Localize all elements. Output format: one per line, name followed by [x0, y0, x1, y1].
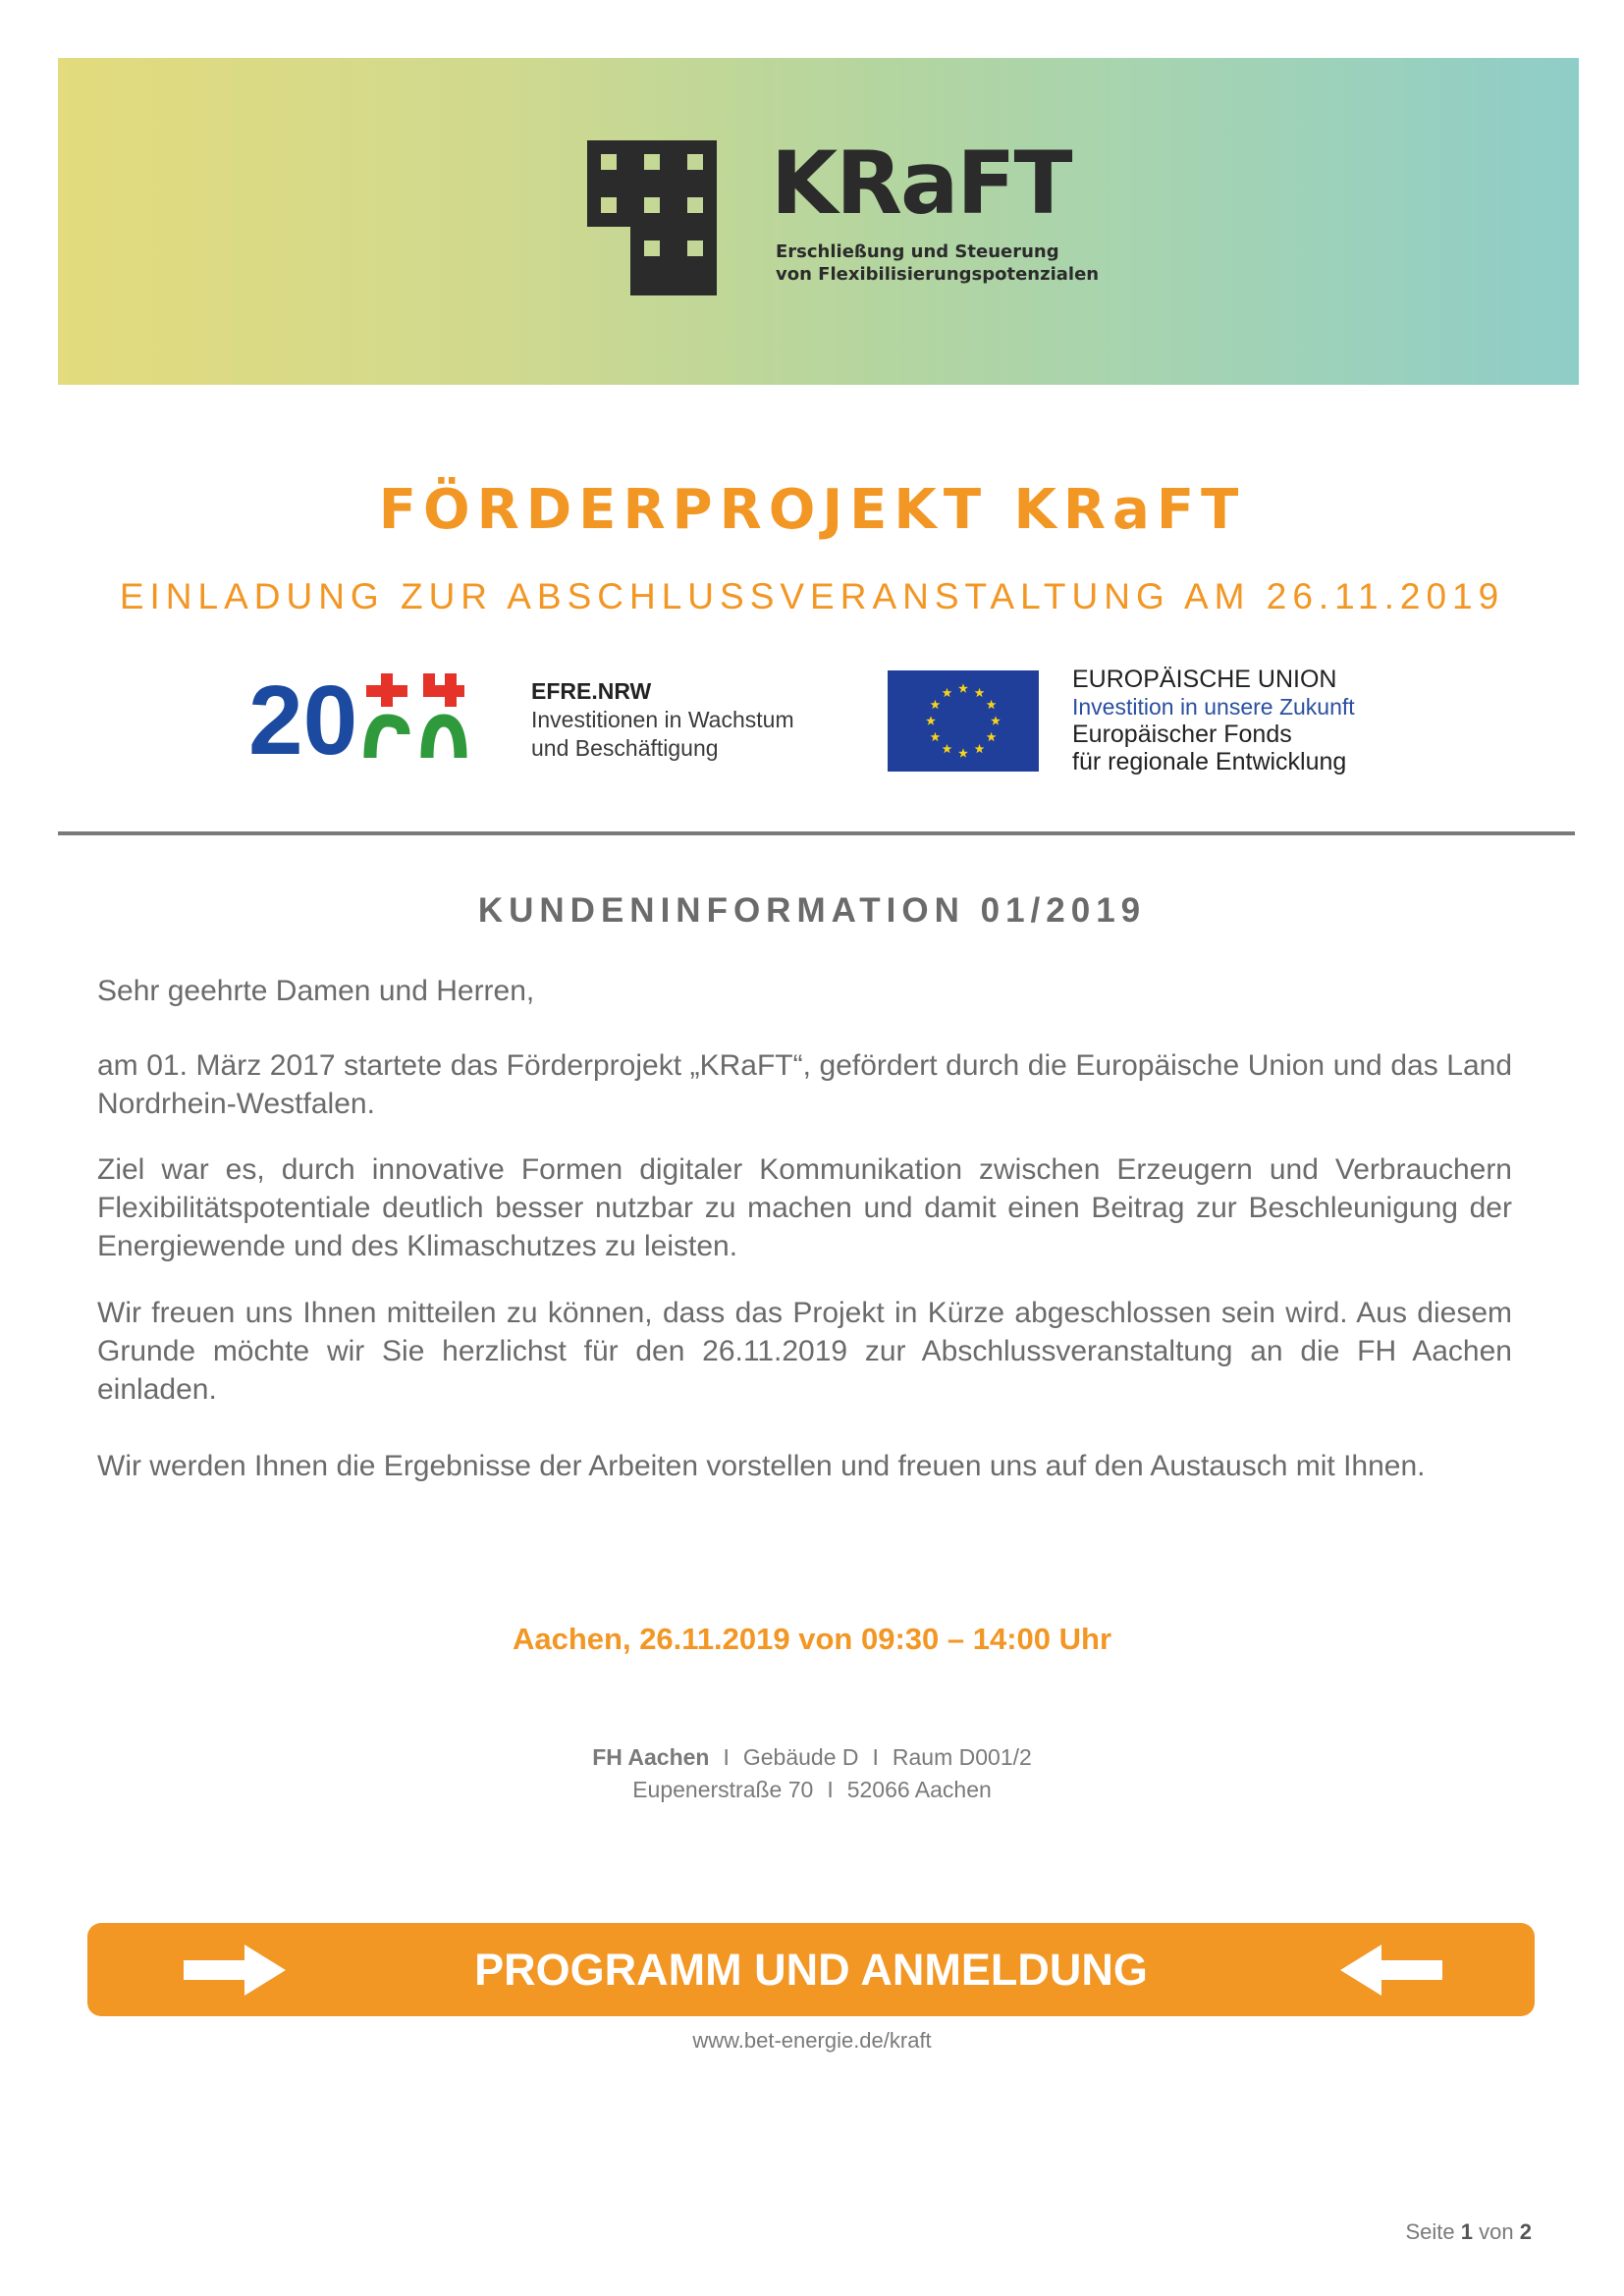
arrow-left-icon [1340, 1945, 1442, 1996]
efre-text-block [531, 677, 794, 763]
address-separator: I [827, 1777, 834, 1802]
efre-name: EFRE.NRW [531, 678, 652, 704]
efre-logo-digits: 20 [248, 673, 358, 758]
efre-line1: Investitionen in Wachstum [531, 707, 794, 732]
page-label: Seite [1405, 2219, 1455, 2244]
page-number [1276, 2219, 1532, 2245]
address-line1 [0, 1741, 1624, 1774]
body-paragraph-4: Wir werden Ihnen die Ergebnisse der Arbeiten vorstellen und freuen uns auf den Austausch mit Ihnen. [97, 1450, 1426, 1482]
kraft-tagline-line2: von Flexibilisierungspotenzialen [776, 264, 1100, 285]
address-street: Eupenerstraße 70 [632, 1777, 814, 1802]
address-separator: I [872, 1744, 879, 1770]
eu-fund-line1: Europäischer Fonds [1072, 721, 1292, 748]
efre-2020-logo-icon [248, 673, 514, 758]
website-link[interactable]: www.bet-energie.de/kraft [692, 2028, 932, 2053]
greeting-text: Sehr geehrte Damen und Herren, [97, 975, 535, 1007]
address-room: Raum D001/2 [892, 1744, 1032, 1770]
total-pages: 2 [1519, 2219, 1532, 2244]
event-date-time: Aachen, 26.11.2019 von 09:30 – 14:00 Uhr [512, 1622, 1112, 1656]
efre-line2: und Beschäftigung [531, 735, 719, 761]
address-line2 [0, 1774, 1624, 1806]
of-label: von [1479, 2219, 1514, 2244]
address-separator: I [723, 1744, 730, 1770]
address-building: Gebäude D [742, 1744, 859, 1770]
program-registration-label: PROGRAMM UND ANMELDUNG [474, 1945, 1148, 1995]
kraft-logo-tagline [776, 240, 1099, 286]
section-title: KUNDENINFORMATION 01/2019 [477, 891, 1147, 930]
eu-name: EUROPÄISCHE UNION [1072, 666, 1337, 693]
eu-flag-icon [888, 670, 1039, 772]
kraft-tagline-line1: Erschließung und Steuerung [776, 241, 1059, 262]
address-venue: FH Aachen [592, 1744, 710, 1770]
address-city: 52066 Aachen [846, 1777, 992, 1802]
page-subtitle: EINLADUNG ZUR ABSCHLUSSVERANSTALTUNG AM 26.11.2019 [119, 576, 1505, 616]
eu-slogan: Investition in unsere Zukunft [1072, 694, 1355, 720]
program-registration-button[interactable] [87, 1923, 1535, 2016]
page-title: FÖRDERPROJEKT KRaFT [378, 478, 1246, 542]
divider-line [58, 831, 1575, 835]
body-paragraph-2: Ziel war es, durch innovative Formen digitaler Kommunikation zwischen Erzeugern und Verbrauchern Flexibilitätspotentiale deutlich besser nutzbar zu machen und damit einen Beitrag zur Beschleunigung der Energiewende und des Klimaschutzes zu leisten. [97, 1153, 1512, 1262]
eu-text-block [1072, 666, 1355, 775]
body-paragraph-3: Wir freuen uns Ihnen mitteilen zu können, dass das Projekt in Kürze abgeschlossen sein wird. Aus diesem Grunde möchte wir Sie herzlichst für den 26.11.2019 zur Abschlussveranstaltung an die FH Aachen einladen. [97, 1297, 1512, 1406]
kraft-grid-logo-icon [587, 140, 744, 295]
body-paragraph-1: am 01. März 2017 startete das Förderprojekt „KRaFT“, gefördert durch die Europäische Union und das Land Nordrhein-Westfalen. [97, 1049, 1512, 1120]
kraft-logo-wordmark: KRaFT [771, 133, 1071, 234]
current-page: 1 [1460, 2219, 1474, 2244]
event-address [0, 1741, 1624, 1806]
eu-fund-line2: für regionale Entwicklung [1072, 748, 1347, 775]
